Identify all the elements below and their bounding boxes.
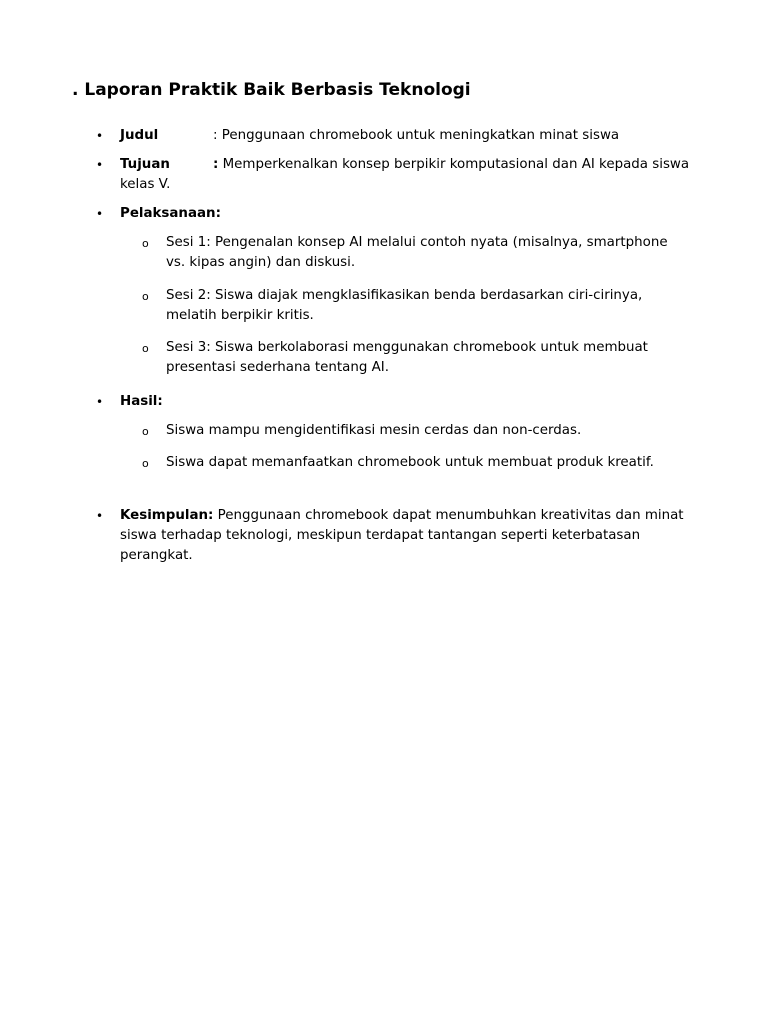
sub-bullet-icon: o xyxy=(142,290,149,303)
hasil-item-1: Siswa mampu mengidentifikasi mesin cerdas dan non-cerdas. xyxy=(166,423,582,438)
hasil-item-2: Siswa dapat memanfaatkan chromebook untuk membuat produk kreatif. xyxy=(166,455,654,470)
pelaksanaan-sub-item xyxy=(142,286,686,326)
list-item-judul xyxy=(96,126,710,146)
bullet-icon: • xyxy=(96,509,104,523)
document-title: . Laporan Praktik Baik Berbasis Teknologi xyxy=(72,80,471,100)
hasil-sub-item xyxy=(142,453,686,473)
sub-bullet-icon: o xyxy=(142,457,149,470)
sub-bullet-icon: o xyxy=(142,237,149,250)
sub-bullet-icon: o xyxy=(142,425,149,438)
tujuan-label: Tujuan xyxy=(120,157,170,172)
list-item-pelaksanaan xyxy=(96,204,710,224)
pelaksanaan-sesi-1: Sesi 1: Pengenalan konsep AI melalui contoh nyata (misalnya, smartphone vs. kipas angin) dan diskusi. xyxy=(166,235,668,270)
bullet-icon: • xyxy=(96,158,104,172)
kesimpulan-text: Penggunaan chromebook dapat menumbuhkan kreativitas dan minat siswa terhadap teknologi, meskipun terdapat tantangan seperti keterbatasan perangkat. xyxy=(120,508,684,563)
pelaksanaan-label: Pelaksanaan: xyxy=(120,206,221,221)
pelaksanaan-sesi-2: Sesi 2: Siswa diajak mengklasifikasikan benda berdasarkan ciri-cirinya, melatih berpikir kritis. xyxy=(166,288,643,323)
tujuan-separator: : xyxy=(213,157,219,172)
hasil-sub-item xyxy=(142,421,686,441)
pelaksanaan-sub-item xyxy=(142,338,686,378)
hasil-label: Hasil: xyxy=(120,394,163,409)
judul-label: Judul xyxy=(120,128,159,143)
list-item-hasil xyxy=(96,392,710,412)
kesimpulan-label: Kesimpulan: xyxy=(120,508,214,523)
sub-bullet-icon: o xyxy=(142,342,149,355)
pelaksanaan-sesi-3: Sesi 3: Siswa berkolaborasi menggunakan chromebook untuk membuat presentasi sederhana tentang AI. xyxy=(166,340,648,375)
judul-separator: : xyxy=(213,128,218,143)
tujuan-text: Memperkenalkan konsep berpikir komputasional dan AI kepada siswa kelas V. xyxy=(120,157,690,192)
judul-text: Penggunaan chromebook untuk meningkatkan minat siswa xyxy=(221,128,620,143)
list-item-tujuan xyxy=(96,155,710,195)
bullet-icon: • xyxy=(96,395,104,409)
pelaksanaan-sub-item xyxy=(142,233,686,273)
list-item-kesimpulan xyxy=(96,506,700,566)
bullet-icon: • xyxy=(96,207,104,221)
bullet-icon: • xyxy=(96,129,104,143)
